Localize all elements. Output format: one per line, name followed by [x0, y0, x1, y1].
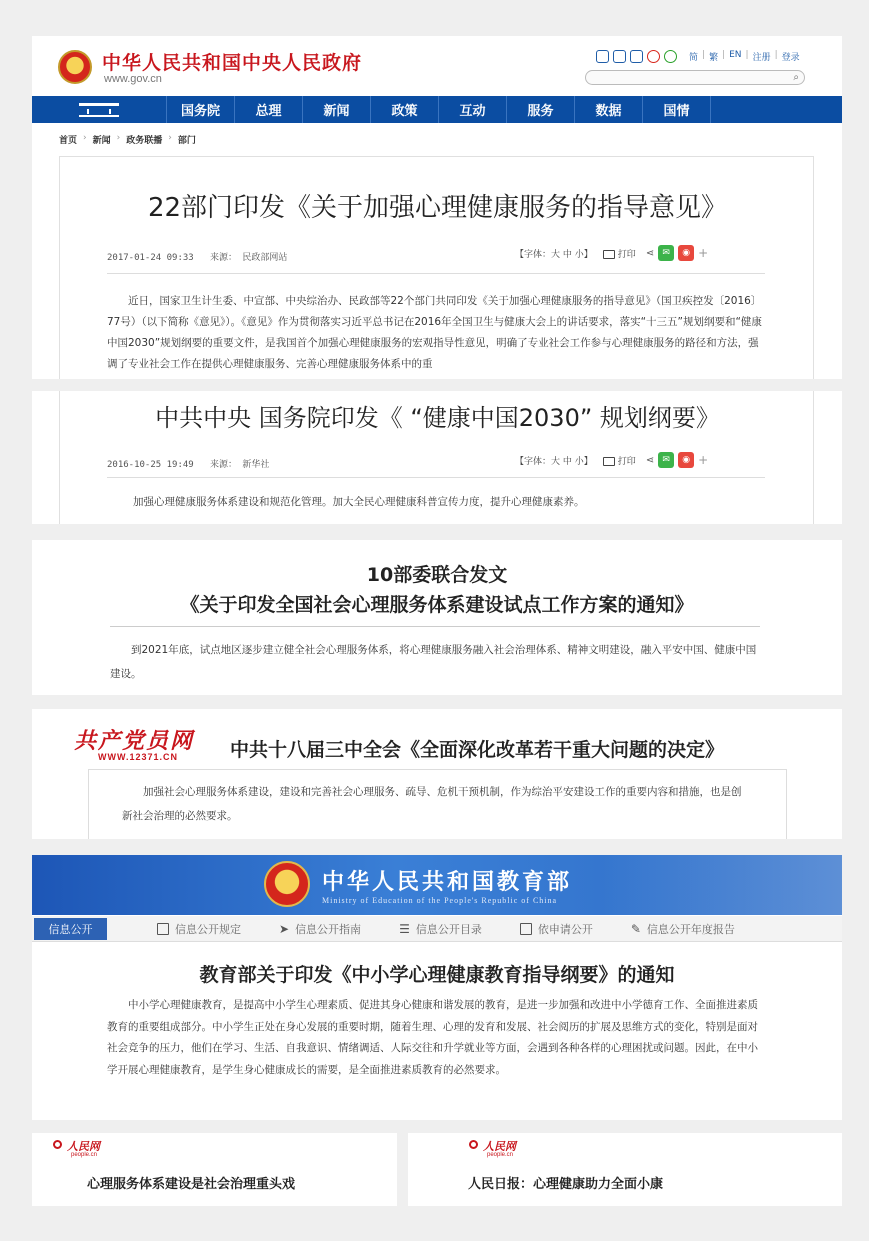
lang-simplified-link[interactable]: 简	[689, 53, 699, 63]
card-title[interactable]: 人民日报：心理健康助力全面小康	[468, 1177, 664, 1192]
tab-request-disclosure[interactable]	[520, 921, 593, 937]
moe-title[interactable]: 中华人民共和国教育部	[322, 869, 573, 895]
print-label: 打印	[617, 456, 636, 467]
article-date: 2016-10-25 19:49	[107, 460, 194, 470]
people-daily-url: people.cn	[71, 1152, 98, 1158]
print-button[interactable]	[603, 454, 636, 467]
share-buttons	[646, 245, 708, 261]
meta-divider	[107, 477, 765, 478]
article-container	[59, 156, 814, 379]
search-icon[interactable]: ⌕	[793, 72, 799, 83]
nav-item-premier[interactable]: 总理	[235, 96, 303, 123]
share-icon[interactable]: ⋖	[645, 454, 655, 466]
info-disclosure-tabs	[32, 916, 842, 942]
party-member-net-panel	[32, 709, 842, 839]
nav-item-policy[interactable]: 政策	[371, 96, 439, 123]
nav-item-national-info[interactable]: 国情	[643, 96, 711, 123]
tab-label: 信息公开指南	[295, 922, 362, 936]
nav-home-button[interactable]	[32, 96, 167, 123]
article-body: 到2021年底，试点地区逐步建立健全社会心理服务体系，将心理健康服务融入社会治理体系、精神文明建设，融入平安中国、健康中国建设。	[110, 644, 757, 680]
tab-label: 信息公开目录	[415, 922, 482, 936]
article-title: 22部门印发《关于加强心理健康服务的指导意见》	[147, 193, 728, 223]
document-icon	[520, 923, 532, 935]
wechat-icon[interactable]	[664, 50, 677, 63]
weibo-share-icon[interactable]: ◉	[678, 452, 694, 468]
tab-info-disclosure[interactable]: 信息公开	[34, 918, 107, 940]
print-button[interactable]	[603, 247, 636, 260]
wechat-share-icon[interactable]: ✉	[658, 245, 674, 261]
article-body: 中小学心理健康教育，是提高中小学生心理素质、促进其身心健康和谐发展的教育，是进一步加强和改进中小学德育工作、全面推进素质教育的重要组成部分。中小学生正处在身心发展的重要时期，随着生理、心理的发育和发展、社会阅历的扩展及思维方式的变化，特别是面对社会竞争的压力，他们在学习、生活、自我意识、情绪调适、人际交往和升学就业等方面，会遇到各种各样的心理困扰或问题。因此，在中小学开展心理健康教育，是学生身心健康成长的需要，是全面推进素质教育的必然要求。	[107, 999, 758, 1076]
login-link[interactable]: 登录	[781, 53, 800, 63]
breadcrumb-news[interactable]: 新闻	[92, 136, 111, 146]
chevron-right-icon: ›	[83, 133, 87, 143]
article-meta	[107, 457, 269, 470]
national-emblem-icon	[58, 50, 92, 84]
article-source: 来源： 新华社	[209, 460, 270, 470]
tiananmen-icon	[79, 103, 119, 117]
ten-ministries-panel	[32, 540, 842, 695]
share-icon[interactable]: ⋖	[645, 247, 655, 259]
register-link[interactable]: 注册	[752, 53, 771, 63]
article-body: 加强社会心理服务体系建设，建设和完善社会心理服务、疏导、危机干预机制，作为综治平安建设工作的重要内容和措施，也是创新社会治理的必然要求。	[122, 786, 742, 822]
article-source: 来源： 民政部网站	[209, 253, 288, 263]
article-meta	[107, 250, 287, 263]
people-daily-card[interactable]	[32, 1133, 397, 1206]
article-body: 近日，国家卫生计生委、中宣部、中央综治办、民政部等22个部门共同印发《关于加强心理健康服务的指导意见》（国卫疾控发〔2016〕77号）（以下简称《意见》）。《意见》作为贯彻落实习近平总书记在2016年全国卫生与健康大会上的讲话要求，落实“十三五”规划纲要和“健康中国2030”规划纲要的重要文件，是我国首个加强心理健康服务的宏观指导性意见，明确了专业社会工作参与心理健康服务的路径和方法，强调了专业社会工作在提供心理健康服务、完善心理健康服务体系中的重	[107, 295, 762, 370]
moe-panel	[32, 855, 842, 1120]
card-title[interactable]: 心理服务体系建设是社会治理重头戏	[87, 1177, 296, 1192]
party-member-net-url: WWW.12371.CN	[98, 752, 179, 762]
people-daily-logo: 人民网	[67, 1140, 100, 1153]
breadcrumb-gov-broadcast[interactable]: 政务联播	[126, 136, 163, 146]
weibo-share-icon[interactable]: ◉	[678, 245, 694, 261]
article-container	[59, 391, 814, 524]
more-share-icon[interactable]: +	[698, 453, 709, 467]
document-copy-icon	[157, 923, 169, 935]
tab-annual-report[interactable]	[631, 921, 735, 937]
nav-item-data[interactable]: 数据	[575, 96, 643, 123]
breadcrumb-departments[interactable]: 部门	[177, 136, 196, 146]
article-title-line2: 《关于印发全国社会心理服务体系建设试点工作方案的通知》	[180, 594, 694, 616]
tab-label: 依申请公开	[537, 922, 593, 936]
title-divider	[110, 626, 760, 627]
lang-traditional-link[interactable]: 繁	[709, 53, 719, 63]
people-daily-card[interactable]	[408, 1133, 842, 1206]
chevron-right-icon: ›	[116, 133, 121, 143]
nav-item-state-council[interactable]: 国务院	[167, 96, 235, 123]
mail-icon[interactable]	[596, 50, 609, 63]
tab-label: 信息公开规定	[175, 922, 241, 936]
meta-divider	[107, 273, 765, 274]
article-date: 2017-01-24 09:33	[107, 253, 194, 263]
article-title: 中共中央 国务院印发《 “健康中国2030” 规划纲要》	[155, 404, 720, 432]
social-toolbar	[596, 50, 677, 63]
share-buttons	[646, 452, 708, 468]
nav-item-interaction[interactable]: 互动	[439, 96, 507, 123]
weibo-icon[interactable]	[647, 50, 660, 63]
font-size-control[interactable]: 【字体：大 中 小】	[515, 249, 593, 260]
more-share-icon[interactable]: +	[698, 246, 709, 260]
healthy-china-panel	[32, 391, 842, 524]
people-daily-logo: 人民网	[483, 1140, 516, 1153]
article-body: 加强心理健康服务体系建设和规范化管理。加大全民心理健康科普宣传力度，提升心理健康素养。	[133, 496, 585, 508]
wechat-share-icon[interactable]: ✉	[658, 452, 674, 468]
moe-subtitle: Ministry of Education of the People's Republic of China	[322, 896, 558, 905]
font-size-control[interactable]: 【字体：大 中 小】	[515, 456, 593, 467]
breadcrumb	[59, 133, 196, 146]
nav-item-news[interactable]: 新闻	[303, 96, 371, 123]
article-tools	[515, 245, 708, 261]
printer-icon	[603, 250, 615, 259]
tab-label: 信息公开年度报告	[646, 922, 735, 936]
people-daily-url: people.cn	[487, 1152, 514, 1158]
message-icon[interactable]	[613, 50, 626, 63]
edit-icon: ✎	[630, 921, 641, 936]
chevron-right-icon: ›	[168, 133, 172, 143]
list-icon: ☰	[399, 921, 410, 936]
language-links: 简 | 繁 | EN | 注册 | 登录	[689, 50, 800, 63]
lang-english-link[interactable]: EN	[729, 50, 742, 60]
nav-item-services[interactable]: 服务	[507, 96, 575, 123]
printer-icon	[603, 457, 615, 466]
search-input[interactable]	[585, 70, 805, 85]
article-tools	[515, 452, 708, 468]
site-title[interactable]: 中华人民共和国中央人民政府	[102, 52, 363, 74]
article-title-line1: 10部委联合发文	[366, 564, 508, 586]
article-title: 中共十八届三中全会《全面深化改革若干重大问题的决定》	[230, 739, 725, 761]
article-title: 教育部关于印发《中小学心理健康教育指导纲要》的通知	[199, 964, 675, 986]
print-label: 打印	[617, 249, 636, 260]
mobile-icon[interactable]	[630, 50, 643, 63]
navigation-arrow-icon: ➤	[279, 921, 290, 936]
gov-article-panel	[32, 36, 842, 379]
breadcrumb-home[interactable]: 首页	[59, 136, 78, 146]
party-member-net-logo[interactable]: 共产党员网	[74, 728, 195, 754]
moe-banner	[32, 855, 842, 915]
tab-disclosure-rules[interactable]	[157, 921, 241, 937]
tab-disclosure-guide[interactable]	[279, 921, 361, 937]
tab-disclosure-catalog[interactable]	[399, 921, 482, 937]
site-url: www.gov.cn	[104, 73, 162, 85]
main-nav	[32, 96, 842, 123]
national-emblem-icon	[264, 861, 310, 907]
